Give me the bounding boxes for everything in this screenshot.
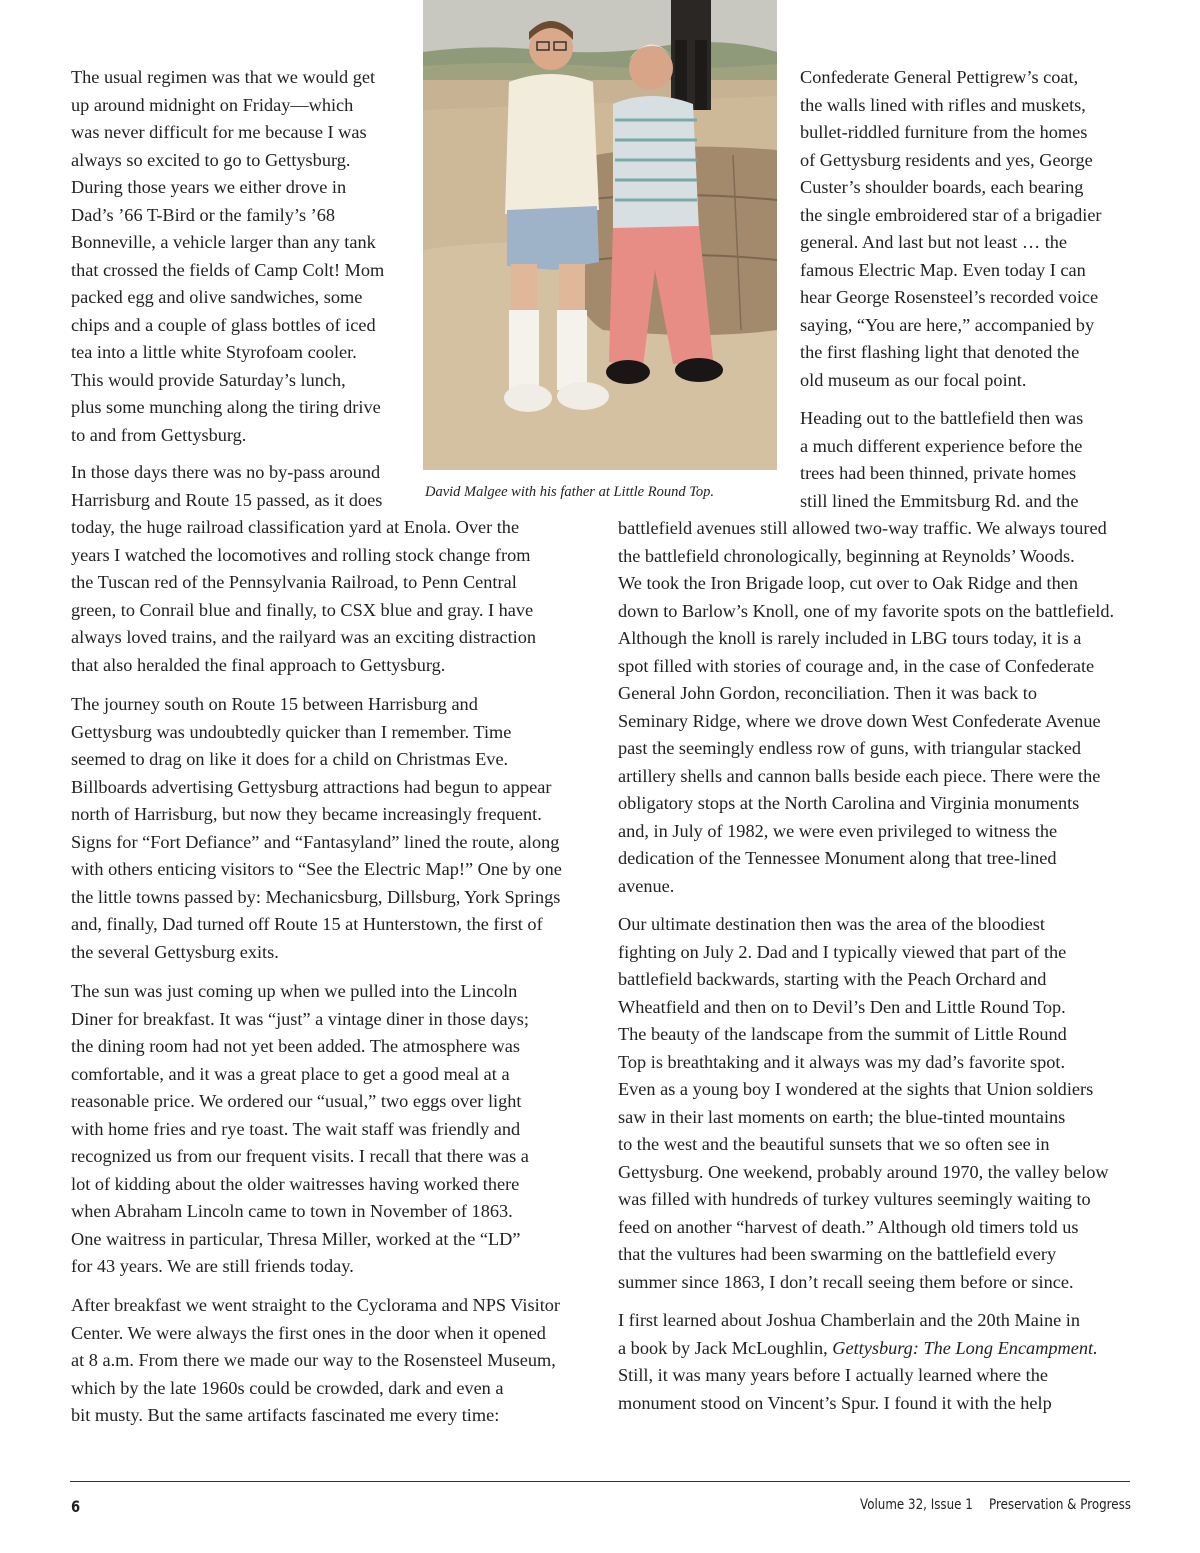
- text-line: Our ultimate destination then was the area of the bloodiest: [618, 914, 1045, 934]
- article-paragraph: [71, 978, 529, 1281]
- text-line: battlefield avenues still allowed two-way traffic. We always toured: [618, 518, 1107, 538]
- text-line: Confederate General Pettigrew’s coat,: [800, 67, 1079, 87]
- text-line: General John Gordon, reconciliation. Then it was back to: [618, 683, 1037, 703]
- text-line: still lined the Emmitsburg Rd. and the: [800, 490, 1079, 511]
- text-line: a much different experience before the: [800, 435, 1083, 456]
- text-line: trees had been thinned, private homes: [800, 463, 1077, 483]
- text-line: which by the late 1960s could be crowded, dark and even a: [71, 1377, 504, 1398]
- text-line: with home fries and rye toast. The wait staff was friendly and: [71, 1118, 521, 1139]
- text-line: We took the Iron Brigade loop, cut over to Oak Ridge and then: [618, 573, 1079, 593]
- text-line: the Tuscan red of the Pennsylvania Railroad, to Penn Central: [71, 572, 517, 592]
- text-line: In those days there was no by-pass around: [71, 462, 381, 482]
- text-run: a book by Jack McLoughlin,: [618, 1337, 833, 1358]
- text-line: Top is breathtaking and it always was my dad’s favorite spot.: [618, 1051, 1066, 1072]
- page-number: 6: [71, 1497, 81, 1516]
- text-line: summer since 1863, I don’t recall seeing them before or since.: [618, 1271, 1074, 1292]
- text-line: feed on another “harvest of death.” Although old timers told us: [618, 1216, 1079, 1237]
- article-paragraph: [71, 1292, 560, 1430]
- text-line: reasonable price. We ordered our “usual,” two eggs over light: [71, 1091, 522, 1111]
- text-line: when Abraham Lincoln came to town in November of 1863.: [71, 1201, 513, 1221]
- text-line: was filled with hundreds of turkey vultures seemingly waiting to: [618, 1189, 1091, 1209]
- article-paragraph: [618, 515, 1114, 900]
- text-line: packed egg and olive sandwiches, some: [71, 287, 363, 307]
- text-line: Gettysburg was undoubtedly quicker than I remember. Time: [71, 721, 512, 742]
- text-line: the dining room had not yet been added. The atmosphere was: [71, 1036, 520, 1056]
- text-line: of Gettysburg residents and yes, George: [800, 149, 1093, 170]
- text-line: battlefield backwards, starting with the Peach Orchard and: [618, 969, 1047, 989]
- text-line: that also heralded the final approach to Gettysburg.: [71, 654, 446, 675]
- text-line: recognized us from our frequent visits. I recall that there was a: [71, 1146, 529, 1166]
- text-line: lot of kidding about the older waitresses having worked there: [71, 1173, 520, 1194]
- text-line: The sun was just coming up when we pulled into the Lincoln: [71, 981, 518, 1001]
- article-paragraph: [71, 64, 384, 449]
- text-line: the battlefield chronologically, beginning at Reynolds’ Woods.: [618, 545, 1075, 566]
- text-line: Custer’s shoulder boards, each bearing: [800, 177, 1084, 197]
- text-line: Seminary Ridge, where we drove down West Confederate Avenue: [618, 710, 1101, 731]
- text-line: I first learned about Joshua Chamberlain and the 20th Maine in: [618, 1310, 1080, 1330]
- text-line: During those years we either drove in: [71, 177, 347, 197]
- text-line: plus some munching along the tiring drive: [71, 397, 381, 417]
- article-paragraph: [618, 1307, 1098, 1417]
- book-title: Gettysburg: The Long Encampment.: [832, 1337, 1098, 1358]
- text-line: Heading out to the battlefield then was: [800, 408, 1084, 428]
- text-line: down to Barlow’s Knoll, one of my favorite spots on the battlefield.: [618, 600, 1115, 621]
- text-line: the walls lined with rifles and muskets,: [800, 94, 1086, 115]
- text-line: Bonneville, a vehicle larger than any tank: [71, 232, 376, 252]
- text-line: the first flashing light that denoted the: [800, 342, 1080, 362]
- text-line: This would provide Saturday’s lunch,: [71, 369, 346, 390]
- text-line: up around midnight on Friday—which: [71, 94, 354, 115]
- text-line: general. And last but not least … the: [800, 232, 1068, 252]
- text-line: bit musty. But the same artifacts fascinated me every time:: [71, 1405, 500, 1425]
- article-paragraph: [618, 911, 1109, 1296]
- text-line: years I watched the locomotives and rolling stock change from: [71, 544, 531, 565]
- footer-rule: [70, 1481, 1130, 1482]
- text-line: to and from Gettysburg.: [71, 424, 247, 445]
- text-line: north of Harrisburg, but now they became increasingly frequent.: [71, 804, 542, 824]
- text-line: The usual regimen was that we would get: [71, 67, 376, 87]
- text-line: saw in their last moments on earth; the blue-tinted mountains: [618, 1106, 1066, 1127]
- text-line: The beauty of the landscape from the summit of Little Round: [618, 1024, 1067, 1044]
- text-line: Diner for breakfast. It was “just” a vintage diner in those days;: [71, 1008, 529, 1029]
- text-line: chips and a couple of glass bottles of iced: [71, 314, 376, 335]
- text-line: the little towns passed by: Mechanicsburg, Dillsburg, York Springs: [71, 886, 561, 907]
- text-line: Even as a young boy I wondered at the sights that Union soldiers: [618, 1079, 1094, 1099]
- text-line: the several Gettysburg exits.: [71, 941, 279, 962]
- article-paragraph: [800, 64, 1102, 394]
- text-line: Center. We were always the first ones in the door when it opened: [71, 1322, 546, 1343]
- text-line: and, finally, Dad turned off Route 15 at Hunterstown, the first of: [71, 914, 543, 934]
- text-line: tea into a little white Styrofoam cooler.: [71, 342, 357, 362]
- text-line: monument stood on Vincent’s Spur. I found it with the help: [618, 1392, 1052, 1413]
- photo-caption: David Malgee with his father at Little Round Top.: [425, 484, 715, 500]
- publication-name: Preservation & Progress: [989, 1497, 1131, 1513]
- text-line: seemed to drag on like it does for a child on Christmas Eve.: [71, 749, 509, 769]
- article-paragraph: [800, 405, 1083, 515]
- article-paragraph: [71, 691, 562, 966]
- text-line: Gettysburg. One weekend, probably around 1970, the valley below: [618, 1161, 1109, 1182]
- text-line: that the vultures had been swarming on the battlefield every: [618, 1244, 1057, 1264]
- text-line: saying, “You are here,” accompanied by: [800, 314, 1095, 335]
- text-line: Dad’s ’66 T-Bird or the family’s ’68: [71, 204, 336, 225]
- text-line: The journey south on Route 15 between Harrisburg and: [71, 694, 478, 714]
- text-line: today, the huge railroad classification yard at Enola. Over the: [71, 517, 520, 537]
- text-line: bullet-riddled furniture from the homes: [800, 122, 1088, 142]
- text-line: always loved trains, and the railyard was an exciting distraction: [71, 627, 537, 647]
- text-line: [618, 1335, 1098, 1363]
- text-line: obligatory stops at the North Carolina and Virginia monuments: [618, 793, 1080, 813]
- issue-label: Volume 32, Issue 1: [860, 1497, 973, 1513]
- text-line: was never difficult for me because I was: [71, 122, 367, 142]
- text-line: comfortable, and it was a great place to get a good meal at a: [71, 1063, 510, 1084]
- text-line: Signs for “Fort Defiance” and “Fantasyland” lined the route, along: [71, 831, 560, 852]
- text-line: famous Electric Map. Even today I can: [800, 259, 1086, 280]
- text-line: Still, it was many years before I actually learned where the: [618, 1365, 1048, 1385]
- text-line: Billboards advertising Gettysburg attractions had begun to appear: [71, 776, 552, 797]
- text-line: that crossed the fields of Camp Colt! Mom: [71, 259, 385, 280]
- text-line: One waitress in particular, Thresa Miller, worked at the “LD”: [71, 1228, 521, 1249]
- text-line: fighting on July 2. Dad and I typically viewed that part of the: [618, 941, 1067, 962]
- text-line: spot filled with stories of courage and, in the case of Confederate: [618, 655, 1095, 676]
- text-line: always so excited to go to Gettysburg.: [71, 149, 351, 170]
- text-line: old museum as our focal point.: [800, 369, 1027, 390]
- text-line: at 8 a.m. From there we made our way to the Rosensteel Museum,: [71, 1350, 556, 1370]
- text-line: to the west and the beautiful sunsets that we so often see in: [618, 1134, 1050, 1154]
- text-line: avenue.: [618, 875, 675, 896]
- text-line: hear George Rosensteel’s recorded voice: [800, 287, 1099, 307]
- text-line: the single embroidered star of a brigadier: [800, 204, 1102, 225]
- text-line: dedication of the Tennessee Monument along that tree-lined: [618, 848, 1057, 868]
- text-line: artillery shells and cannon balls beside each piece. There were the: [618, 765, 1101, 786]
- text-line: Although the knoll is rarely included in LBG tours today, it is a: [618, 628, 1082, 648]
- article-photo: [423, 0, 777, 470]
- text-line: Wheatfield and then on to Devil’s Den and Little Round Top.: [618, 996, 1066, 1017]
- photo-illustration: [423, 0, 777, 470]
- text-line: with others enticing visitors to “See the Electric Map!” One by one: [71, 859, 562, 879]
- text-line: past the seemingly endless row of guns, with triangular stacked: [618, 738, 1082, 758]
- text-line: After breakfast we went straight to the Cyclorama and NPS Visitor: [71, 1295, 560, 1315]
- text-line: for 43 years. We are still friends today.: [71, 1256, 354, 1276]
- text-line: and, in July of 1982, we were even privileged to witness the: [618, 820, 1058, 841]
- text-line: green, to Conrail blue and finally, to CSX blue and gray. I have: [71, 599, 534, 620]
- text-line: Harrisburg and Route 15 passed, as it does: [71, 489, 383, 510]
